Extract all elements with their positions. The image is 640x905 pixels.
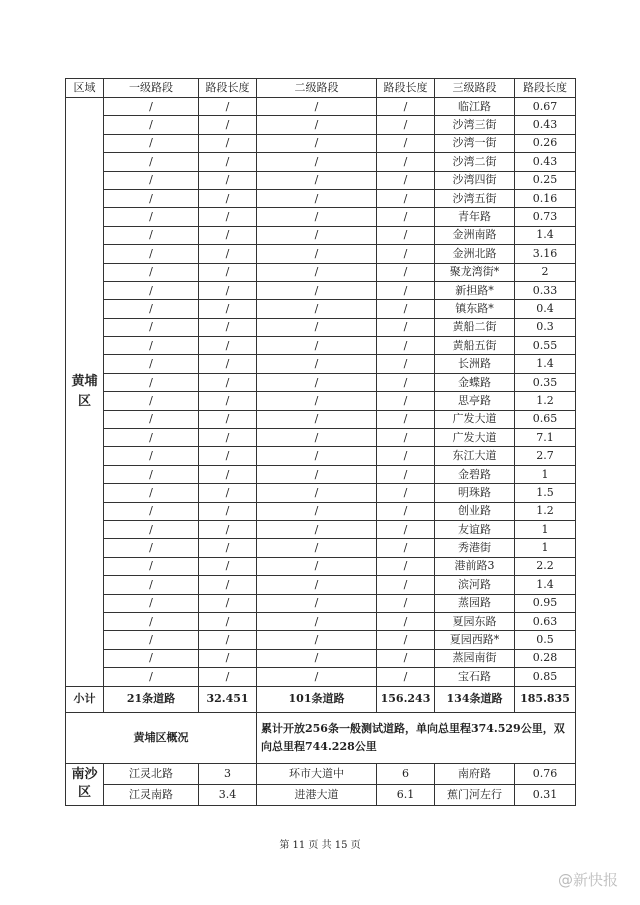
- level2-road: /: [257, 300, 377, 318]
- level1-road: /: [104, 337, 199, 355]
- level3-road: 黄船五街: [435, 337, 515, 355]
- subtotal-level1-length: 32.451: [199, 686, 257, 712]
- level2-length: /: [377, 429, 435, 447]
- level1-length: /: [199, 208, 257, 226]
- level1-road: /: [104, 318, 199, 336]
- header-cell: 路段长度: [199, 79, 257, 98]
- level1-length: /: [199, 484, 257, 502]
- level2-road: /: [257, 208, 377, 226]
- level2-length: /: [377, 594, 435, 612]
- level3-road: 南府路: [435, 763, 515, 784]
- table-row: [66, 576, 576, 594]
- level1-road: /: [104, 226, 199, 244]
- level3-length: 3.16: [515, 245, 576, 263]
- level3-length: 0.33: [515, 281, 576, 299]
- level2-length: /: [377, 263, 435, 281]
- level2-length: /: [377, 631, 435, 649]
- level3-length: 0.35: [515, 373, 576, 391]
- level3-length: 0.28: [515, 649, 576, 667]
- level3-length: 0.63: [515, 612, 576, 630]
- level3-road: 广发大道: [435, 410, 515, 428]
- overview-text: 累计开放256条一般测试道路，单向总里程374.529公里，双向总里程744.228公里: [257, 712, 576, 763]
- level3-length: 1: [515, 539, 576, 557]
- level2-length: /: [377, 520, 435, 538]
- header-cell: 二级路段: [257, 79, 377, 98]
- roads-table: [65, 78, 576, 806]
- table-row: [66, 668, 576, 686]
- table-row: [66, 318, 576, 336]
- subtotal-level1-road: 21条道路: [104, 686, 199, 712]
- level2-length: /: [377, 410, 435, 428]
- level1-length: /: [199, 98, 257, 116]
- level3-road: 金碧路: [435, 465, 515, 483]
- level3-length: 0.4: [515, 300, 576, 318]
- level2-length: /: [377, 539, 435, 557]
- level3-road: 宝石路: [435, 668, 515, 686]
- level1-length: /: [199, 557, 257, 575]
- level2-road: /: [257, 429, 377, 447]
- level1-road: /: [104, 189, 199, 207]
- table-row: [66, 520, 576, 538]
- level3-length: 2: [515, 263, 576, 281]
- level1-length: /: [199, 337, 257, 355]
- level3-length: 0.73: [515, 208, 576, 226]
- table-row: [66, 116, 576, 134]
- level1-road: /: [104, 281, 199, 299]
- level3-length: 1.2: [515, 502, 576, 520]
- level2-length: /: [377, 484, 435, 502]
- level1-road: 江灵南路: [104, 784, 199, 805]
- level2-road: /: [257, 355, 377, 373]
- level2-road: /: [257, 465, 377, 483]
- level1-road: /: [104, 447, 199, 465]
- level2-length: /: [377, 189, 435, 207]
- level1-length: /: [199, 668, 257, 686]
- level1-road: /: [104, 134, 199, 152]
- level3-road: 友谊路: [435, 520, 515, 538]
- level1-length: /: [199, 631, 257, 649]
- table-row: [66, 337, 576, 355]
- level1-road: /: [104, 98, 199, 116]
- header-cell: 一级路段: [104, 79, 199, 98]
- level1-road: /: [104, 373, 199, 391]
- level1-length: /: [199, 649, 257, 667]
- table-row: [66, 484, 576, 502]
- page-footer: 第 11 页 共 15 页: [279, 840, 361, 851]
- level3-length: 1: [515, 520, 576, 538]
- level2-length: /: [377, 337, 435, 355]
- level3-road: 青年路: [435, 208, 515, 226]
- level1-road: /: [104, 429, 199, 447]
- subtotal-level3-length: 185.835: [515, 686, 576, 712]
- level3-length: 0.76: [515, 763, 576, 784]
- table-row: [66, 189, 576, 207]
- level2-length: /: [377, 373, 435, 391]
- level1-road: /: [104, 557, 199, 575]
- table-row: [66, 649, 576, 667]
- level3-road: 临江路: [435, 98, 515, 116]
- level2-length: /: [377, 668, 435, 686]
- level3-length: 1: [515, 465, 576, 483]
- level2-length: /: [377, 318, 435, 336]
- level3-road: 思亭路: [435, 392, 515, 410]
- level3-length: 0.43: [515, 116, 576, 134]
- level1-road: 江灵北路: [104, 763, 199, 784]
- level3-road: 蕉门河左行: [435, 784, 515, 805]
- level1-road: /: [104, 668, 199, 686]
- level1-road: /: [104, 355, 199, 373]
- header-cell: 路段长度: [377, 79, 435, 98]
- table-row: [66, 208, 576, 226]
- level3-road: 金蝶路: [435, 373, 515, 391]
- level1-road: /: [104, 594, 199, 612]
- level2-length: 6.1: [377, 784, 435, 805]
- level3-length: 0.95: [515, 594, 576, 612]
- level1-length: /: [199, 300, 257, 318]
- level2-length: /: [377, 612, 435, 630]
- table-row: [66, 429, 576, 447]
- level1-length: /: [199, 134, 257, 152]
- level2-road: /: [257, 134, 377, 152]
- level2-road: /: [257, 263, 377, 281]
- level3-road: 金洲北路: [435, 245, 515, 263]
- level3-length: 0.85: [515, 668, 576, 686]
- level3-road: 沙湾一街: [435, 134, 515, 152]
- level2-road: /: [257, 226, 377, 244]
- level2-length: /: [377, 557, 435, 575]
- level3-length: 0.31: [515, 784, 576, 805]
- level1-road: /: [104, 171, 199, 189]
- subtotal-level2-road: 101条道路: [257, 686, 377, 712]
- level3-length: 1.4: [515, 226, 576, 244]
- level3-road: 沙湾四街: [435, 171, 515, 189]
- header-cell: 路段长度: [515, 79, 576, 98]
- level1-length: 3.4: [199, 784, 257, 805]
- table-row: [66, 300, 576, 318]
- level1-length: /: [199, 263, 257, 281]
- level1-road: /: [104, 263, 199, 281]
- level1-length: /: [199, 226, 257, 244]
- level2-road: /: [257, 649, 377, 667]
- level1-road: /: [104, 208, 199, 226]
- level2-road: /: [257, 245, 377, 263]
- level1-length: /: [199, 318, 257, 336]
- level2-road: /: [257, 576, 377, 594]
- level2-length: /: [377, 300, 435, 318]
- level2-length: /: [377, 392, 435, 410]
- level1-length: /: [199, 539, 257, 557]
- header-row: [66, 79, 576, 98]
- level2-length: /: [377, 576, 435, 594]
- level3-length: 1.4: [515, 355, 576, 373]
- level2-length: /: [377, 281, 435, 299]
- level3-length: 0.55: [515, 337, 576, 355]
- level1-length: /: [199, 429, 257, 447]
- level2-length: /: [377, 447, 435, 465]
- level2-length: /: [377, 171, 435, 189]
- level2-road: /: [257, 318, 377, 336]
- level3-road: 镇东路*: [435, 300, 515, 318]
- level2-length: /: [377, 649, 435, 667]
- level1-length: /: [199, 281, 257, 299]
- level1-length: /: [199, 189, 257, 207]
- level2-length: /: [377, 98, 435, 116]
- table-row: [66, 447, 576, 465]
- level3-road: 沙湾三街: [435, 116, 515, 134]
- level2-road: /: [257, 594, 377, 612]
- table-row: [66, 392, 576, 410]
- header-cell: 区域: [66, 79, 104, 98]
- level3-length: 1.4: [515, 576, 576, 594]
- level1-length: /: [199, 576, 257, 594]
- level3-length: 0.16: [515, 189, 576, 207]
- level1-road: /: [104, 649, 199, 667]
- table-row: [66, 465, 576, 483]
- level1-road: /: [104, 410, 199, 428]
- table-row: [66, 226, 576, 244]
- level1-length: /: [199, 373, 257, 391]
- level2-length: /: [377, 226, 435, 244]
- level2-length: /: [377, 116, 435, 134]
- level2-length: /: [377, 153, 435, 171]
- level1-road: /: [104, 116, 199, 134]
- subtotal-level3-road: 134条道路: [435, 686, 515, 712]
- level3-length: 0.3: [515, 318, 576, 336]
- level3-road: 蒸园南街: [435, 649, 515, 667]
- district-cell: 黄埔区: [66, 98, 104, 687]
- level1-length: /: [199, 410, 257, 428]
- level2-road: /: [257, 447, 377, 465]
- header-cell: 三级路段: [435, 79, 515, 98]
- level3-length: 0.26: [515, 134, 576, 152]
- watermark: @新快报: [557, 871, 618, 889]
- table-row: [66, 631, 576, 649]
- level2-road: /: [257, 410, 377, 428]
- level2-road: /: [257, 98, 377, 116]
- district-cell: 南沙区: [66, 763, 104, 805]
- level1-road: /: [104, 300, 199, 318]
- table-row: [66, 539, 576, 557]
- level3-length: 0.5: [515, 631, 576, 649]
- level2-length: /: [377, 208, 435, 226]
- subtotal-level2-length: 156.243: [377, 686, 435, 712]
- level1-road: /: [104, 576, 199, 594]
- level3-length: 0.67: [515, 98, 576, 116]
- level3-road: 夏园东路: [435, 612, 515, 630]
- table-row: [66, 263, 576, 281]
- level2-road: 进港大道: [257, 784, 377, 805]
- level1-length: 3: [199, 763, 257, 784]
- table-row: [66, 98, 576, 116]
- level3-road: 聚龙湾街*: [435, 263, 515, 281]
- level3-road: 长洲路: [435, 355, 515, 373]
- level2-road: /: [257, 557, 377, 575]
- level3-road: 秀港街: [435, 539, 515, 557]
- level3-road: 东江大道: [435, 447, 515, 465]
- level3-length: 0.25: [515, 171, 576, 189]
- level2-road: /: [257, 612, 377, 630]
- level1-length: /: [199, 355, 257, 373]
- level1-road: /: [104, 465, 199, 483]
- level1-length: /: [199, 171, 257, 189]
- level1-length: /: [199, 520, 257, 538]
- level2-length: 6: [377, 763, 435, 784]
- table-row: [66, 373, 576, 391]
- table-row: [66, 153, 576, 171]
- level3-length: 0.43: [515, 153, 576, 171]
- level3-road: 创业路: [435, 502, 515, 520]
- level1-road: /: [104, 539, 199, 557]
- level3-road: 蒸园路: [435, 594, 515, 612]
- level3-length: 1.5: [515, 484, 576, 502]
- level1-road: /: [104, 502, 199, 520]
- level3-length: 1.2: [515, 392, 576, 410]
- level2-road: /: [257, 337, 377, 355]
- level3-road: 金洲南路: [435, 226, 515, 244]
- level1-length: /: [199, 465, 257, 483]
- level1-road: /: [104, 484, 199, 502]
- table-row: [66, 355, 576, 373]
- level2-length: /: [377, 465, 435, 483]
- table-row: [66, 134, 576, 152]
- overview-label: 黄埔区概况: [66, 712, 257, 763]
- level2-road: /: [257, 153, 377, 171]
- level1-length: /: [199, 594, 257, 612]
- table-row: [66, 410, 576, 428]
- level2-road: /: [257, 281, 377, 299]
- level2-road: /: [257, 668, 377, 686]
- level2-road: /: [257, 116, 377, 134]
- level2-length: /: [377, 245, 435, 263]
- level1-length: /: [199, 612, 257, 630]
- level3-length: 2.7: [515, 447, 576, 465]
- subtotal-label: 小计: [66, 686, 104, 712]
- level3-road: 明珠路: [435, 484, 515, 502]
- level2-road: /: [257, 392, 377, 410]
- level2-road: /: [257, 189, 377, 207]
- level1-length: /: [199, 245, 257, 263]
- level1-road: /: [104, 520, 199, 538]
- level3-road: 沙湾二街: [435, 153, 515, 171]
- level3-road: 新担路*: [435, 281, 515, 299]
- table-row: [66, 281, 576, 299]
- level2-road: 环市大道中: [257, 763, 377, 784]
- subtotal-row: [66, 686, 576, 712]
- level1-length: /: [199, 447, 257, 465]
- table-row: [66, 763, 576, 784]
- level3-road: 广发大道: [435, 429, 515, 447]
- level2-road: /: [257, 631, 377, 649]
- table-row: [66, 502, 576, 520]
- level1-length: /: [199, 116, 257, 134]
- level1-road: /: [104, 245, 199, 263]
- table-row: [66, 171, 576, 189]
- level1-road: /: [104, 153, 199, 171]
- level1-road: /: [104, 392, 199, 410]
- level2-length: /: [377, 134, 435, 152]
- level3-length: 0.65: [515, 410, 576, 428]
- level2-road: /: [257, 539, 377, 557]
- overview-row: [66, 712, 576, 763]
- level1-length: /: [199, 153, 257, 171]
- level1-length: /: [199, 502, 257, 520]
- table-row: [66, 594, 576, 612]
- level1-length: /: [199, 392, 257, 410]
- level3-length: 2.2: [515, 557, 576, 575]
- level3-road: 滨河路: [435, 576, 515, 594]
- level2-road: /: [257, 502, 377, 520]
- level2-length: /: [377, 355, 435, 373]
- table-row: [66, 612, 576, 630]
- level3-road: 夏园西路*: [435, 631, 515, 649]
- table-row: [66, 245, 576, 263]
- level2-road: /: [257, 171, 377, 189]
- level3-road: 沙湾五街: [435, 189, 515, 207]
- level3-road: 黄船二街: [435, 318, 515, 336]
- level1-road: /: [104, 631, 199, 649]
- level2-road: /: [257, 520, 377, 538]
- table-row: [66, 557, 576, 575]
- table-row: [66, 784, 576, 805]
- level2-road: /: [257, 373, 377, 391]
- level1-road: /: [104, 612, 199, 630]
- level2-length: /: [377, 502, 435, 520]
- level3-length: 7.1: [515, 429, 576, 447]
- level3-road: 港前路3: [435, 557, 515, 575]
- level2-road: /: [257, 484, 377, 502]
